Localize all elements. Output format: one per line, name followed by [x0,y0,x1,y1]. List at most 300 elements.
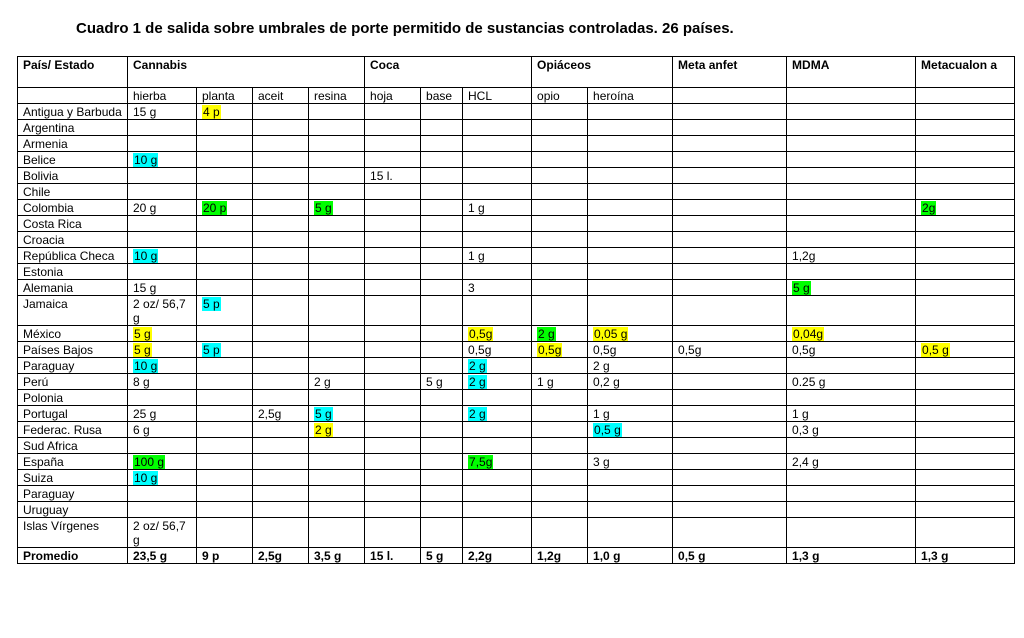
value-cell [309,152,365,168]
country-cell: Sud Africa [18,438,128,454]
value-cell [309,470,365,486]
value-cell [365,248,421,264]
value-cell [197,374,253,390]
value-cell [463,152,532,168]
highlighted-value: 0,04g [793,327,824,341]
subheader-cell [787,88,916,104]
value-cell [463,470,532,486]
value-cell [588,280,673,296]
value-cell [916,152,1015,168]
value-cell [197,104,253,120]
value-cell [197,280,253,296]
value-cell [588,422,673,438]
value-cell [532,422,588,438]
value-cell [128,438,197,454]
value-cell: 0,2 g [588,374,673,390]
value-cell [128,486,197,502]
value-cell [787,280,916,296]
value-cell [916,486,1015,502]
value-cell: 0,3 g [787,422,916,438]
value-cell [916,232,1015,248]
value-cell: 1 g [463,200,532,216]
value-cell [916,264,1015,280]
value-cell [673,422,787,438]
value-cell: 2 oz/ 56,7 g [128,296,197,326]
country-cell: Suiza [18,470,128,486]
country-cell: Alemania [18,280,128,296]
value-cell [421,136,463,152]
table-row [18,200,1015,216]
value-cell [463,518,532,548]
value-cell [588,470,673,486]
subheader-cell: resina [309,88,365,104]
country-cell: Bolivia [18,168,128,184]
value-cell [588,104,673,120]
average-value: 2,2g [463,548,532,564]
country-cell: Estonia [18,264,128,280]
value-cell [463,406,532,422]
value-cell [309,120,365,136]
subheader-cell [916,88,1015,104]
value-cell [463,136,532,152]
value-cell: 15 g [128,104,197,120]
value-cell [463,184,532,200]
value-cell [309,326,365,342]
highlighted-value: 2 g [469,407,486,421]
value-cell [673,136,787,152]
value-cell [532,216,588,232]
value-cell [916,248,1015,264]
value-cell [463,358,532,374]
value-cell [197,454,253,470]
value-cell [916,184,1015,200]
value-cell [588,152,673,168]
value-cell [253,374,309,390]
country-cell: República Checa [18,248,128,264]
value-cell [588,264,673,280]
country-cell: Perú [18,374,128,390]
value-cell [588,502,673,518]
value-cell [253,216,309,232]
value-cell [787,184,916,200]
value-cell [197,326,253,342]
value-cell: 2,5g [253,406,309,422]
highlighted-value: 5 g [793,281,810,295]
value-cell [588,248,673,264]
table-row [18,296,1015,326]
value-cell [532,200,588,216]
value-cell [253,470,309,486]
highlighted-value: 2g [922,201,936,215]
value-cell: 1 g [532,374,588,390]
highlighted-value: 7,5g [469,455,493,469]
highlighted-value: 0,5g [469,327,493,341]
value-cell: 15 l. [365,168,421,184]
table-row [18,184,1015,200]
value-cell [253,152,309,168]
value-cell [463,264,532,280]
value-cell [365,184,421,200]
table-row [18,342,1015,358]
value-cell: 5 g [421,374,463,390]
value-cell [197,200,253,216]
value-cell [916,104,1015,120]
value-cell [309,200,365,216]
subheader-cell: HCL [463,88,532,104]
value-cell [197,168,253,184]
value-cell [916,200,1015,216]
average-value: 23,5 g [128,548,197,564]
value-cell [588,200,673,216]
highlighted-value: 0,05 g [594,327,628,341]
group-header: Cannabis [128,57,365,88]
subheader-cell: aceit [253,88,309,104]
value-cell [532,168,588,184]
value-cell [916,374,1015,390]
value-cell [532,280,588,296]
country-cell: Chile [18,184,128,200]
value-cell [463,326,532,342]
value-cell [673,120,787,136]
value-cell [197,358,253,374]
value-cell [253,184,309,200]
value-cell [673,152,787,168]
value-cell [309,518,365,548]
value-cell [421,104,463,120]
value-cell [421,248,463,264]
value-cell [532,326,588,342]
value-cell [532,184,588,200]
value-cell [673,454,787,470]
average-value: 1,3 g [916,548,1015,564]
highlighted-value: 0,5 g [594,423,621,437]
value-cell [787,358,916,374]
average-value: 1,3 g [787,548,916,564]
value-cell [253,358,309,374]
country-cell: Paraguay [18,358,128,374]
value-cell [421,280,463,296]
value-cell [787,296,916,326]
value-cell [916,216,1015,232]
value-cell [916,470,1015,486]
value-cell: 15 g [128,280,197,296]
value-cell: 20 g [128,200,197,216]
value-cell [365,470,421,486]
average-value: 5 g [421,548,463,564]
value-cell [253,342,309,358]
value-cell [365,502,421,518]
value-cell [463,374,532,390]
subheader-cell: base [421,88,463,104]
value-cell [309,502,365,518]
value-cell: 0,5g [787,342,916,358]
table-row [18,264,1015,280]
highlighted-value: 5 p [203,343,220,357]
highlighted-value: 0,5 g [922,343,949,357]
value-cell [421,326,463,342]
table-row [18,168,1015,184]
value-cell [787,438,916,454]
subheader-cell: hoja [365,88,421,104]
value-cell [787,216,916,232]
value-cell: 1 g [463,248,532,264]
value-cell [916,120,1015,136]
average-row [18,548,1015,564]
value-cell [365,296,421,326]
table-row [18,120,1015,136]
subheader-cell [18,88,128,104]
value-cell [253,120,309,136]
value-cell [365,216,421,232]
value-cell: 0,5g [588,342,673,358]
value-cell [253,502,309,518]
value-cell [197,296,253,326]
table-row [18,470,1015,486]
value-cell [532,248,588,264]
value-cell [673,358,787,374]
value-cell [421,296,463,326]
value-cell [588,296,673,326]
table-row [18,438,1015,454]
country-cell: Antigua y Barbuda [18,104,128,120]
value-cell [673,168,787,184]
value-cell [197,518,253,548]
value-cell [309,248,365,264]
value-cell [309,280,365,296]
value-cell [365,358,421,374]
value-cell [588,168,673,184]
value-cell [532,264,588,280]
value-cell [128,454,197,470]
value-cell [421,438,463,454]
value-cell [673,104,787,120]
table-row [18,390,1015,406]
value-cell [916,168,1015,184]
value-cell [673,374,787,390]
value-cell [421,200,463,216]
country-cell: Colombia [18,200,128,216]
value-cell [309,486,365,502]
value-cell [916,502,1015,518]
subheader-row [18,88,1015,104]
highlighted-value: 5 g [315,201,332,215]
value-cell [197,232,253,248]
table-row [18,216,1015,232]
value-cell: 0,5g [673,342,787,358]
subheader-cell: hierba [128,88,197,104]
highlighted-value: 5 p [203,297,220,311]
value-cell [421,422,463,438]
value-cell [253,232,309,248]
value-cell [421,406,463,422]
value-cell [197,502,253,518]
value-cell [309,296,365,326]
value-cell: 6 g [128,422,197,438]
highlighted-value: 4 p [203,105,220,119]
table-row [18,280,1015,296]
average-value: 2,5g [253,548,309,564]
value-cell [253,486,309,502]
value-cell [787,152,916,168]
value-cell [673,390,787,406]
average-value: 15 l. [365,548,421,564]
table-row [18,248,1015,264]
value-cell [421,486,463,502]
value-cell [197,120,253,136]
value-cell [128,342,197,358]
country-header: País/ Estado [18,57,128,88]
value-cell [463,390,532,406]
value-cell [673,296,787,326]
value-cell [197,390,253,406]
value-cell [197,184,253,200]
value-cell [588,518,673,548]
value-cell [916,358,1015,374]
table-row [18,422,1015,438]
value-cell [673,216,787,232]
value-cell [128,168,197,184]
value-cell [916,326,1015,342]
value-cell [916,438,1015,454]
value-cell [197,342,253,358]
value-cell [532,358,588,374]
average-value: 1,2g [532,548,588,564]
country-cell: Portugal [18,406,128,422]
value-cell [463,454,532,470]
table-row [18,136,1015,152]
value-cell [532,232,588,248]
subheader-cell: heroína [588,88,673,104]
value-cell [588,184,673,200]
subheader-cell: planta [197,88,253,104]
country-cell: Costa Rica [18,216,128,232]
value-cell [365,280,421,296]
value-cell [588,120,673,136]
value-cell [365,406,421,422]
value-cell [253,296,309,326]
value-cell [463,438,532,454]
value-cell [365,486,421,502]
value-cell [532,502,588,518]
value-cell [128,390,197,406]
highlighted-value: 2 g [315,423,332,437]
value-cell [253,104,309,120]
value-cell [673,264,787,280]
group-header: Opiáceos [532,57,673,88]
value-cell [197,422,253,438]
value-cell [309,264,365,280]
value-cell [673,248,787,264]
value-cell [787,390,916,406]
value-cell [916,342,1015,358]
value-cell [532,296,588,326]
value-cell [309,390,365,406]
highlighted-value: 5 g [134,343,151,357]
value-cell [421,120,463,136]
header-row [18,57,1015,88]
value-cell [463,486,532,502]
value-cell [128,152,197,168]
table-body [18,104,1015,564]
value-cell [421,264,463,280]
highlighted-value: 5 g [315,407,332,421]
value-cell [916,280,1015,296]
value-cell [588,216,673,232]
value-cell [253,264,309,280]
value-cell [128,184,197,200]
value-cell [197,152,253,168]
value-cell [787,326,916,342]
value-cell [309,422,365,438]
value-cell [197,438,253,454]
value-cell [673,184,787,200]
table-row [18,374,1015,390]
value-cell [253,168,309,184]
value-cell [532,470,588,486]
value-cell [309,168,365,184]
value-cell [421,390,463,406]
value-cell [673,438,787,454]
highlighted-value: 0,5g [538,343,562,357]
value-cell [253,438,309,454]
value-cell [128,248,197,264]
value-cell [532,136,588,152]
value-cell [673,326,787,342]
value-cell [365,374,421,390]
value-cell [532,390,588,406]
country-cell: Federac. Rusa [18,422,128,438]
thresholds-table [17,56,1015,564]
value-cell [365,152,421,168]
highlighted-value: 10 g [134,359,158,373]
value-cell [197,216,253,232]
value-cell [463,232,532,248]
value-cell [916,518,1015,548]
value-cell [588,390,673,406]
value-cell [787,502,916,518]
country-cell: Belice [18,152,128,168]
value-cell [253,200,309,216]
table-row [18,486,1015,502]
value-cell [197,486,253,502]
value-cell: 1 g [787,406,916,422]
value-cell [128,232,197,248]
value-cell [365,342,421,358]
value-cell: 3 g [588,454,673,470]
value-cell [309,358,365,374]
highlighted-value: 10 g [134,471,158,485]
value-cell [421,168,463,184]
value-cell [916,136,1015,152]
value-cell [421,470,463,486]
table-row [18,326,1015,342]
value-cell [588,486,673,502]
value-cell [309,184,365,200]
value-cell [309,136,365,152]
value-cell [787,486,916,502]
value-cell [197,248,253,264]
country-cell: Islas Vírgenes [18,518,128,548]
value-cell: 3 [463,280,532,296]
average-value: 1,0 g [588,548,673,564]
value-cell [673,486,787,502]
value-cell: 1 g [588,406,673,422]
value-cell [309,342,365,358]
value-cell [365,104,421,120]
value-cell [365,326,421,342]
value-cell [365,264,421,280]
value-cell [421,454,463,470]
